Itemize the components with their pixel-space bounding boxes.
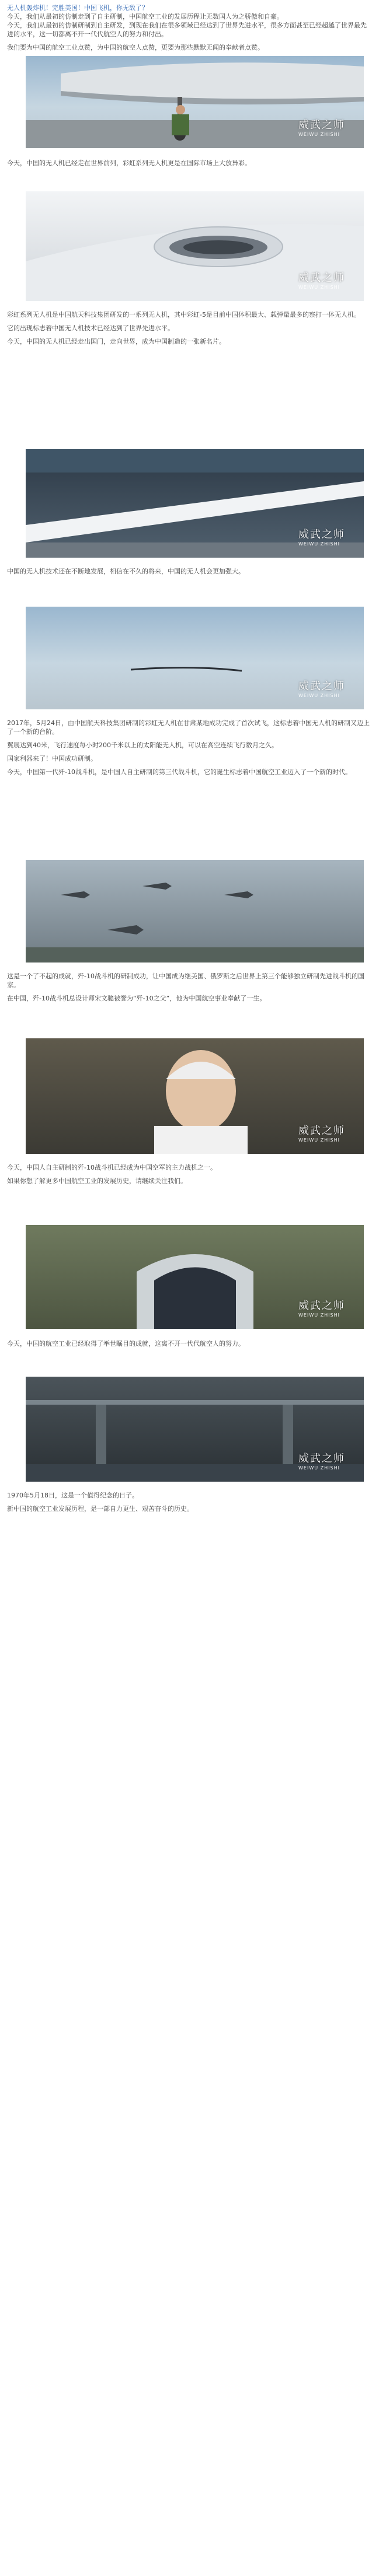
photo-aircraft-sky <box>26 607 364 709</box>
paragraph-13: 这是一个了不起的成就，歼-10战斗机的研制成功，让中国成为继美国、俄罗斯之后世界上第三个能够独立研制先进战斗机的国家。 <box>7 972 364 989</box>
paragraph-1: 今天，我们从最初的仿制走到了自主研制，中国航空工业的发展历程让无数国人为之骄傲和自豪。 <box>7 13 283 20</box>
photo-tunnel-entrance <box>26 1225 364 1329</box>
paragraph-17: 今天，中国的航空工业已经取得了举世瞩目的成就，这离不开一代代航空人的努力。 <box>7 1340 245 1348</box>
watermark: 威武之师 WEIWU ZHISHI <box>298 528 345 547</box>
paragraph-10: 翼展达到40米，飞行速度每小时200千米以上的太阳能无人机，可以在高空连续飞行数月之久。 <box>7 741 278 749</box>
photo-engine-intake <box>26 191 364 301</box>
article-body-7 <box>7 1163 371 1185</box>
paragraph-18: 1970年5月18日，这是一个值得纪念的日子。 <box>7 1492 138 1499</box>
paragraph-7: 今天，中国的无人机已经走出国门，走向世界，成为中国制造的一张新名片。 <box>7 338 225 345</box>
article-body-9 <box>7 1491 371 1513</box>
article-body-2 <box>7 159 371 167</box>
photo-fighter-formation <box>26 860 364 963</box>
article-body-5 <box>7 719 371 776</box>
watermark: 威武之师 WEIWU ZHISHI <box>298 1125 345 1143</box>
paragraph-8: 中国的无人机技术还在不断地发展，相信在不久的将来，中国的无人机会更加强大。 <box>7 568 245 575</box>
watermark: 威武之师 WEIWU ZHISHI <box>298 119 345 137</box>
watermark: 威武之师 WEIWU ZHISHI <box>298 272 345 290</box>
watermark: 威武之师 WEIWU ZHISHI <box>298 1452 345 1471</box>
paragraph-3: 我们要为中国的航空工业点赞，为中国的航空人点赞，更要为那些默默无闻的奉献者点赞。 <box>7 44 264 51</box>
fighter-formation-illustration <box>26 860 364 963</box>
photo-aircraft-ground-crew <box>26 56 364 148</box>
watermark: 威武之师 WEIWU ZHISHI <box>298 1300 345 1318</box>
paragraph-11: 国家利器来了！中国成功研制。 <box>7 755 97 762</box>
article-body-top <box>7 4 371 52</box>
watermark: 威武之师 WEIWU ZHISHI <box>298 680 345 698</box>
paragraph-15: 今天，中国人自主研制的歼-10战斗机已经成为中国空军的主力战机之一。 <box>7 1164 217 1171</box>
photo-elderly-designer <box>26 1038 364 1154</box>
paragraph-12: 今天，中国第一代歼-10战斗机，是中国人自主研制的第三代战斗机，它的诞生标志着中国航空工业迈入了一个新的时代。 <box>7 768 352 776</box>
article-body-4 <box>7 567 371 576</box>
article-body-6 <box>7 972 371 1003</box>
paragraph-9: 2017年，5月24日，由中国航天科技集团研制的彩虹无人机在甘肃某地成功完成了首次试飞，这标志着中国无人机的研制又迈上了一个新的台阶。 <box>7 719 370 736</box>
article-body-8 <box>7 1339 371 1348</box>
paragraph-2: 今天，我们从最初的仿制研制到自主研发，到现在我们在很多领域已经达到了世界先进水平，很多方面甚至已经超越了世界最先进的水平，这一切都离不开一代代航空人的努力和付出。 <box>7 22 367 38</box>
paragraph-5: 彩虹系列无人机是中国航天科技集团研发的一系列无人机，其中彩虹-5是目前中国体积最大、载弹量最多的察打一体无人机。 <box>7 311 360 318</box>
photo-hangar-interior <box>26 1377 364 1482</box>
paragraph-16: 如果你想了解更多中国航空工业的发展历史，请继续关注我们。 <box>7 1177 187 1185</box>
paragraph-14: 在中国，歼-10战斗机总设计师宋文骢被誉为“歼-10之父”，他为中国航空事业奉献了一生。 <box>7 995 266 1002</box>
paragraph-6: 它的出现标志着中国无人机技术已经达到了世界先进水平。 <box>7 324 174 332</box>
photo-hangar-wing <box>26 449 364 558</box>
headline: 无人机轰炸机！完胜美国！中国飞机，你无敌了？ <box>7 4 148 12</box>
paragraph-4: 今天，中国的无人机已经走在世界前列，彩虹系列无人机更是在国际市场上大放异彩。 <box>7 159 251 167</box>
article-body-3 <box>7 310 371 346</box>
paragraph-19: 新中国的航空工业发展历程，是一部自力更生、艰苦奋斗的历史。 <box>7 1505 193 1513</box>
